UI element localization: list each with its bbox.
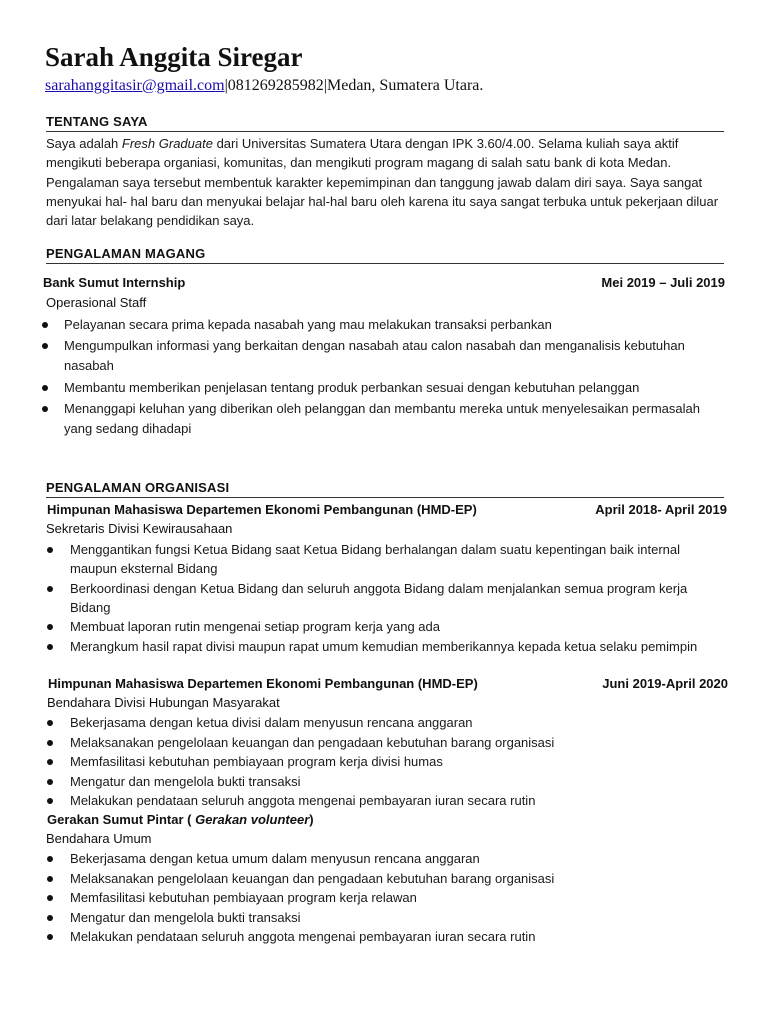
list-item-text: Melaksanakan pengelolaan keuangan dan pengadaan kebutuhan barang organisasi xyxy=(70,870,555,886)
list-item xyxy=(45,869,725,888)
bullet-icon xyxy=(47,740,53,746)
list-item-text: Memfasilitasi kebutuhan pembiayaan program kerja relawan xyxy=(70,890,417,906)
list-item xyxy=(40,336,700,376)
org-2-role: Bendahara Divisi Hubungan Masyarakat xyxy=(47,695,280,710)
candidate-name: Sarah Anggita Siregar xyxy=(45,42,303,72)
bullet-icon xyxy=(47,586,53,592)
list-item xyxy=(45,888,725,907)
bullet-icon xyxy=(47,759,53,765)
bullet-icon xyxy=(47,779,53,785)
bullet-icon xyxy=(42,343,48,349)
list-item-text: Menggantikan fungsi Ketua Bidang saat Ketua Bidang berhalangan dalam suatu kepentingan baik internal maupun eksternal Bidang xyxy=(70,542,680,576)
bullet-icon xyxy=(42,322,48,328)
bullet-icon xyxy=(47,644,53,650)
internship-role: Operasional Staff xyxy=(46,295,147,310)
org-1-name: Himpunan Mahasiswa Departemen Ekonomi Pembangunan (HMD-EP) xyxy=(47,502,477,517)
list-item xyxy=(45,637,725,656)
list-item-text: Membuat laporan rutin mengenai setiap program kerja yang ada xyxy=(70,619,440,635)
list-item xyxy=(40,315,700,335)
bullet-icon xyxy=(42,385,48,391)
bullet-icon xyxy=(47,915,53,921)
section-heading-organization: PENGALAMAN ORGANISASI xyxy=(46,480,724,498)
list-item-text: Pelayanan secara prima kepada nasabah yang mau melakukan transaksi perbankan xyxy=(64,317,552,332)
list-item xyxy=(45,752,725,771)
org-2-name: Himpunan Mahasiswa Departemen Ekonomi Pembangunan (HMD-EP) xyxy=(48,676,478,691)
list-item-text: Bekerjasama dengan ketua umum dalam menyusun rencana anggaran xyxy=(70,851,480,866)
list-item-text: Memfasilitasi kebutuhan pembiayaan program kerja divisi humas xyxy=(70,754,443,770)
list-item xyxy=(45,927,725,946)
list-item-text: Berkoordinasi dengan Ketua Bidang dan seluruh anggota Bidang dalam menjalankan semua program kerja Bidang xyxy=(70,580,688,615)
phone-number: 081269285982 xyxy=(227,77,324,94)
list-item xyxy=(40,399,700,439)
org-1-period: April 2018- April 2019 xyxy=(595,502,727,517)
org-3-role: Bendahara Umum xyxy=(46,831,152,846)
section-heading-about: TENTANG SAYA xyxy=(46,114,724,132)
org-3-name: Gerakan Sumut Pintar ( Gerakan volunteer) xyxy=(47,812,314,827)
fresh-graduate-emphasis: Fresh Graduate xyxy=(121,136,213,151)
list-item-text: Melaksanakan pengelolaan keuangan dan pengadaan kebutuhan barang organisasi xyxy=(70,734,555,750)
list-item xyxy=(45,540,725,578)
org-1-duties-list xyxy=(45,540,725,656)
contact-line xyxy=(45,77,483,95)
internship-organization: Bank Sumut Internship xyxy=(43,275,186,290)
list-item xyxy=(45,908,725,927)
org-1-role: Sekretaris Divisi Kewirausahaan xyxy=(46,521,233,536)
org-2-period: Juni 2019-April 2020 xyxy=(602,676,728,691)
bullet-icon xyxy=(47,934,53,940)
list-item xyxy=(45,617,725,636)
bullet-icon xyxy=(47,720,53,726)
internship-duties-list xyxy=(40,315,700,440)
list-item-text: Mengatur dan mengelola bukti transaksi xyxy=(70,773,301,789)
about-paragraph: Saya adalah Fresh Graduate dari Universitas Sumatera Utara dengan IPK 3.60/4.00. Selama kuliah saya aktif mengikuti beberapa organiasi, komunitas, dan mengikuti program magang di salah satu bank di kota Medan. Pengalaman saya tersebut membentuk karakter kepemimpinan dan tanggung jawab dalam diri saya. Saya sangat menyukai hal- hal baru dan menyukai belajar hal-hal baru oleh karena itu saya sangat terbuka untuk pekerjaan diluar dari latar belakang pendidikan saya. xyxy=(46,136,719,229)
bullet-icon xyxy=(47,876,53,882)
org-2-duties-list xyxy=(45,713,725,811)
location: Medan, Sumatera Utara. xyxy=(326,77,484,94)
list-item xyxy=(45,772,725,791)
list-item xyxy=(45,713,725,732)
bullet-icon xyxy=(47,856,53,862)
bullet-icon xyxy=(47,798,53,804)
list-item-text: Melakukan pendataan seluruh anggota mengenai pembayaran iuran secara rutin xyxy=(70,929,536,945)
separator: | xyxy=(224,77,228,94)
org-3-duties-list xyxy=(45,849,725,947)
bullet-icon xyxy=(47,547,53,553)
section-heading-internship: PENGALAMAN MAGANG xyxy=(46,246,724,264)
separator: | xyxy=(323,77,327,94)
list-item xyxy=(45,791,725,810)
org-3-type: Gerakan volunteer xyxy=(195,812,310,827)
list-item xyxy=(40,378,700,398)
list-item-text: Melakukan pendataan seluruh anggota mengenai pembayaran iuran secara rutin xyxy=(70,793,536,809)
list-item-text: Menanggapi keluhan yang diberikan oleh pelanggan dan membantu mereka untuk menyelesaikan permasalah yang sedang dihadapi xyxy=(64,400,700,436)
internship-period: Mei 2019 – Juli 2019 xyxy=(601,275,725,290)
list-item-text: Membantu memberikan penjelasan tentang produk perbankan sesuai dengan kebutuhan pelanggan xyxy=(64,379,640,395)
list-item-text: Mengumpulkan informasi yang berkaitan dengan nasabah atau calon nasabah dan menganalisis kebutuhan nasabah xyxy=(64,338,685,374)
list-item-text: Merangkum hasil rapat divisi maupun rapat umum kemudian memberikannya kepada ketua selaku pemimpin xyxy=(70,638,698,654)
bullet-icon xyxy=(47,895,53,901)
list-item xyxy=(45,849,725,868)
list-item-text: Mengatur dan mengelola bukti transaksi xyxy=(70,909,301,925)
bullet-icon xyxy=(42,406,48,412)
list-item xyxy=(45,733,725,752)
bullet-icon xyxy=(47,624,53,630)
list-item xyxy=(45,579,725,617)
email-link[interactable]: sarahanggitasir@gmail.com xyxy=(45,77,225,94)
list-item-text: Bekerjasama dengan ketua divisi dalam menyusun rencana anggaran xyxy=(70,715,473,730)
